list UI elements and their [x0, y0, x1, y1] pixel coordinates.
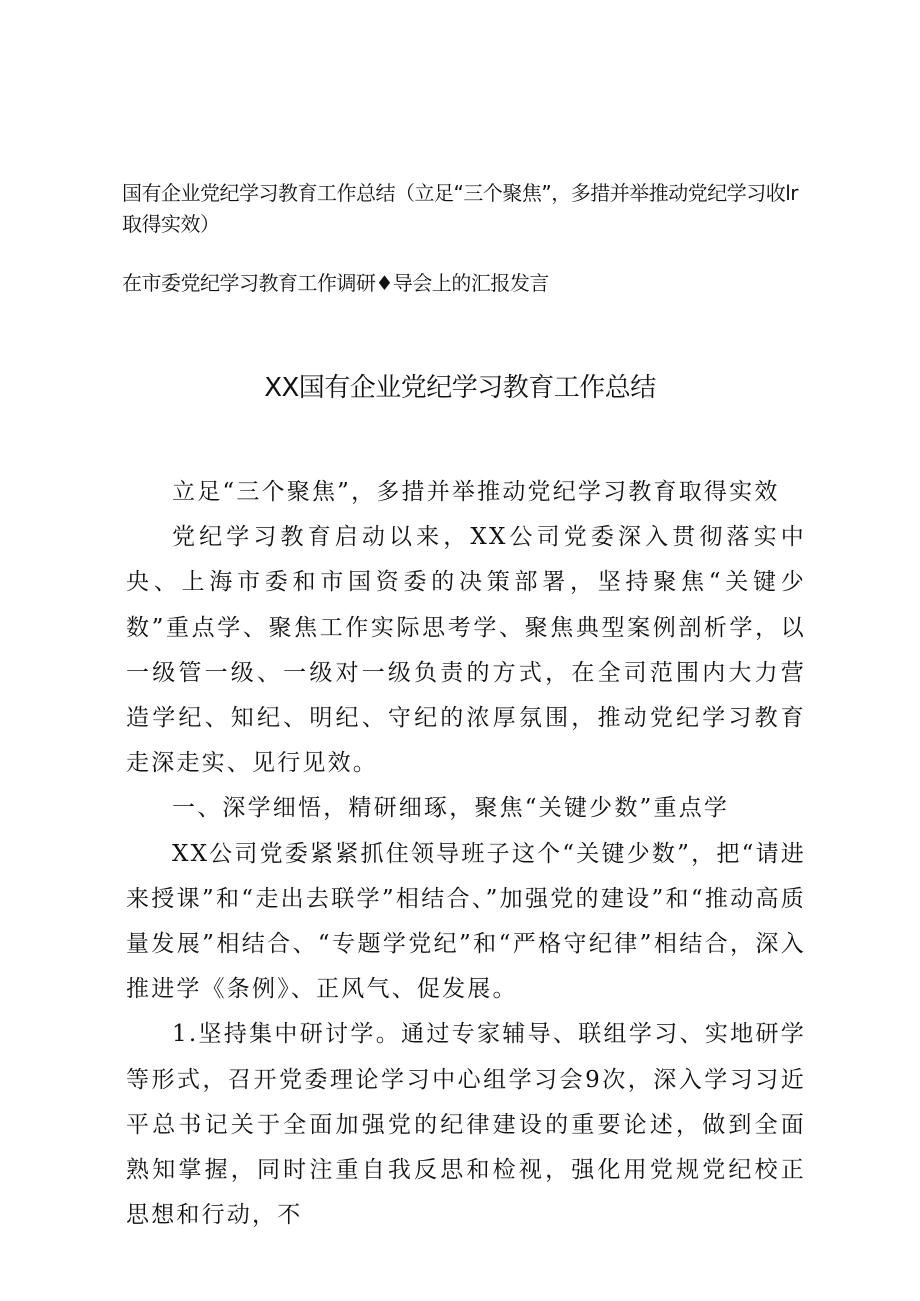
main-title: XX国有企业党纪学习教育工作总结	[264, 373, 656, 403]
body-paragraph: 党纪学习教育启动以来，XX公司党委深入贯彻落实中央、上海市委和市国资委的决策部署，坚持聚焦“关键少数”重点学、聚焦工作实际思考学、聚焦典型案例剖析学，以一级管一级、一级对一级负责的方式，在全司范围内大力营造学纪、知纪、明纪、守纪的浓厚氛围，推动党纪学习教育走深走实、见行见效。	[126, 524, 806, 777]
subtitle: 在市委党纪学习教育工作调研♦导会上的汇报发言	[122, 271, 549, 295]
section-heading-intro: 立足“三个聚焦”，多措并举推动党纪学习教育取得实效	[172, 479, 780, 505]
body-paragraph: 1.坚持集中研讨学。通过专家辅导、联组学习、实地研学等形式，召开党委理论学习中心组学习会9次，深入学习习近平总书记关于全面加强党的纪律建设的重要论述，做到全面熟知掌握，同时注重自我反思和检视，强化用党规党纪校正思想和行动，不	[126, 1021, 806, 1229]
document-body	[126, 470, 806, 1238]
section-heading-1: 一、深学细悟，精研细琢，聚焦“关键少数”重点学	[172, 795, 730, 822]
body-paragraph: XX公司党委紧紧抓住领导班子这个“关键少数”，把“请进来授课”和“走出去联学”相结合、”加强党的建设”和“推动高质量发展”相结合、“专题学党纪”和“严格守纪律”相结合，深入推进学《条例》、正风气、促发展。	[126, 840, 806, 1003]
header-title: 国有企业党纪学习教育工作总结（立足“三个聚焦”，多措并举推动党纪学习收lr取得实效）	[122, 181, 799, 236]
